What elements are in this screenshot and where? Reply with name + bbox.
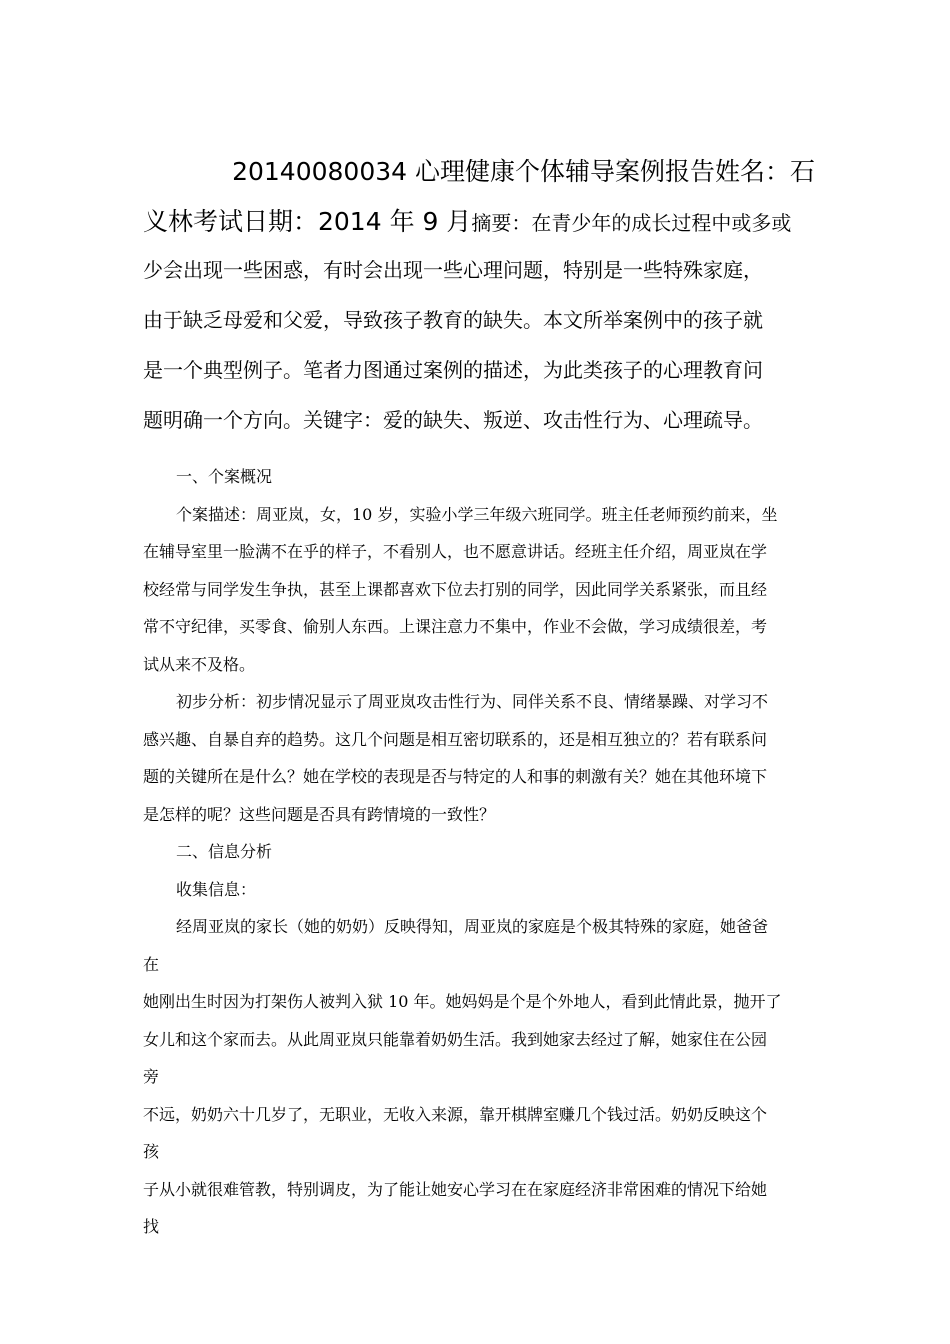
body-line: 女儿和这个家而去。从此周亚岚只能靠着奶奶生活。我到她家去经过了解，她家住在公园 — [143, 1029, 768, 1049]
body-line: 试从来不及格。 — [143, 654, 256, 674]
abstract-line: 少会出现一些困惑，有时会出现一些心理问题，特别是一些特殊家庭， — [143, 258, 763, 282]
body-line: 找 — [143, 1217, 160, 1236]
body-line: 在 — [143, 954, 160, 974]
body-line: 在辅导室里一脸满不在乎的样子，不看别人，也不愿意讲话。经班主任介绍，周亚岚在学 — [143, 542, 768, 561]
body-line: 校经常与同学发生争执，甚至上课都喜欢下位去打别的同学，因此同学关系紧张，而且经 — [143, 579, 768, 599]
body-line: 旁 — [143, 1067, 160, 1086]
body-line: 常不守纪律，买零食、偷别人东西。上课注意力不集中，作业不会做，学习成绩很差，考 — [143, 617, 768, 636]
body-line: 初步分析：初步情况显示了周亚岚攻击性行为、同伴关系不良、情绪暴躁、对学习不 — [176, 692, 769, 711]
exam-date-text: 义林考试日期：2014 年 9 月 — [143, 207, 472, 236]
abstract-line: 由于缺乏母爱和父爱，导致孩子教育的缺失。本文所举案例中的孩子就 — [143, 308, 763, 332]
body-line: 收集信息： — [176, 879, 257, 899]
body-line: 不远，奶奶六十几岁了，无职业，无收入来源，靠开棋牌室赚几个钱过活。奶奶反映这个 — [143, 1104, 768, 1124]
body-line: 子从小就很难管教，特别调皮，为了能让她安心学习在在家庭经济非常困难的情况下给她 — [143, 1179, 768, 1199]
section-heading-case-overview: 一、个案概况 — [176, 467, 273, 486]
body-line: 感兴趣、自暴自弃的趋势。这几个问题是相互密切联系的，还是相互独立的？若有联系问 — [143, 729, 768, 749]
body-line: 经周亚岚的家长（她的奶奶）反映得知，周亚岚的家庭是个极其特殊的家庭，她爸爸 — [176, 917, 769, 936]
report-body — [143, 458, 823, 1246]
title-line-2 — [143, 200, 815, 245]
body-line: 题的关键所在是什么？她在学校的表现是否与特定的人和事的刺激有关？她在其他环境下 — [143, 767, 768, 786]
abstract-start: 摘要：在青少年的成长过程中或多或 — [471, 211, 792, 235]
section-heading-info-analysis: 二、信息分析 — [176, 842, 273, 861]
body-line: 孩 — [143, 1142, 160, 1161]
body-line: 她刚出生时因为打架伤人被判入狱 10 年。她妈妈是个是个外地人，看到此情此景，抛开了 — [143, 992, 782, 1011]
report-heading — [143, 150, 815, 445]
body-line: 是怎样的呢？这些问题是否具有跨情境的一致性？ — [143, 804, 496, 824]
abstract-line: 题明确一个方向。关键字：爱的缺失、叛逆、攻击性行为、心理疏导。 — [143, 408, 763, 432]
body-line: 个案描述：周亚岚，女，10 岁，实验小学三年级六班同学。班主任老师预约前来，坐 — [176, 504, 778, 524]
abstract-line: 是一个典型例子。笔者力图通过案例的描述，为此类孩子的心理教育问 — [143, 358, 763, 382]
title-line-1: 20140080034 心理健康个体辅导案例报告姓名：石 — [232, 157, 815, 186]
